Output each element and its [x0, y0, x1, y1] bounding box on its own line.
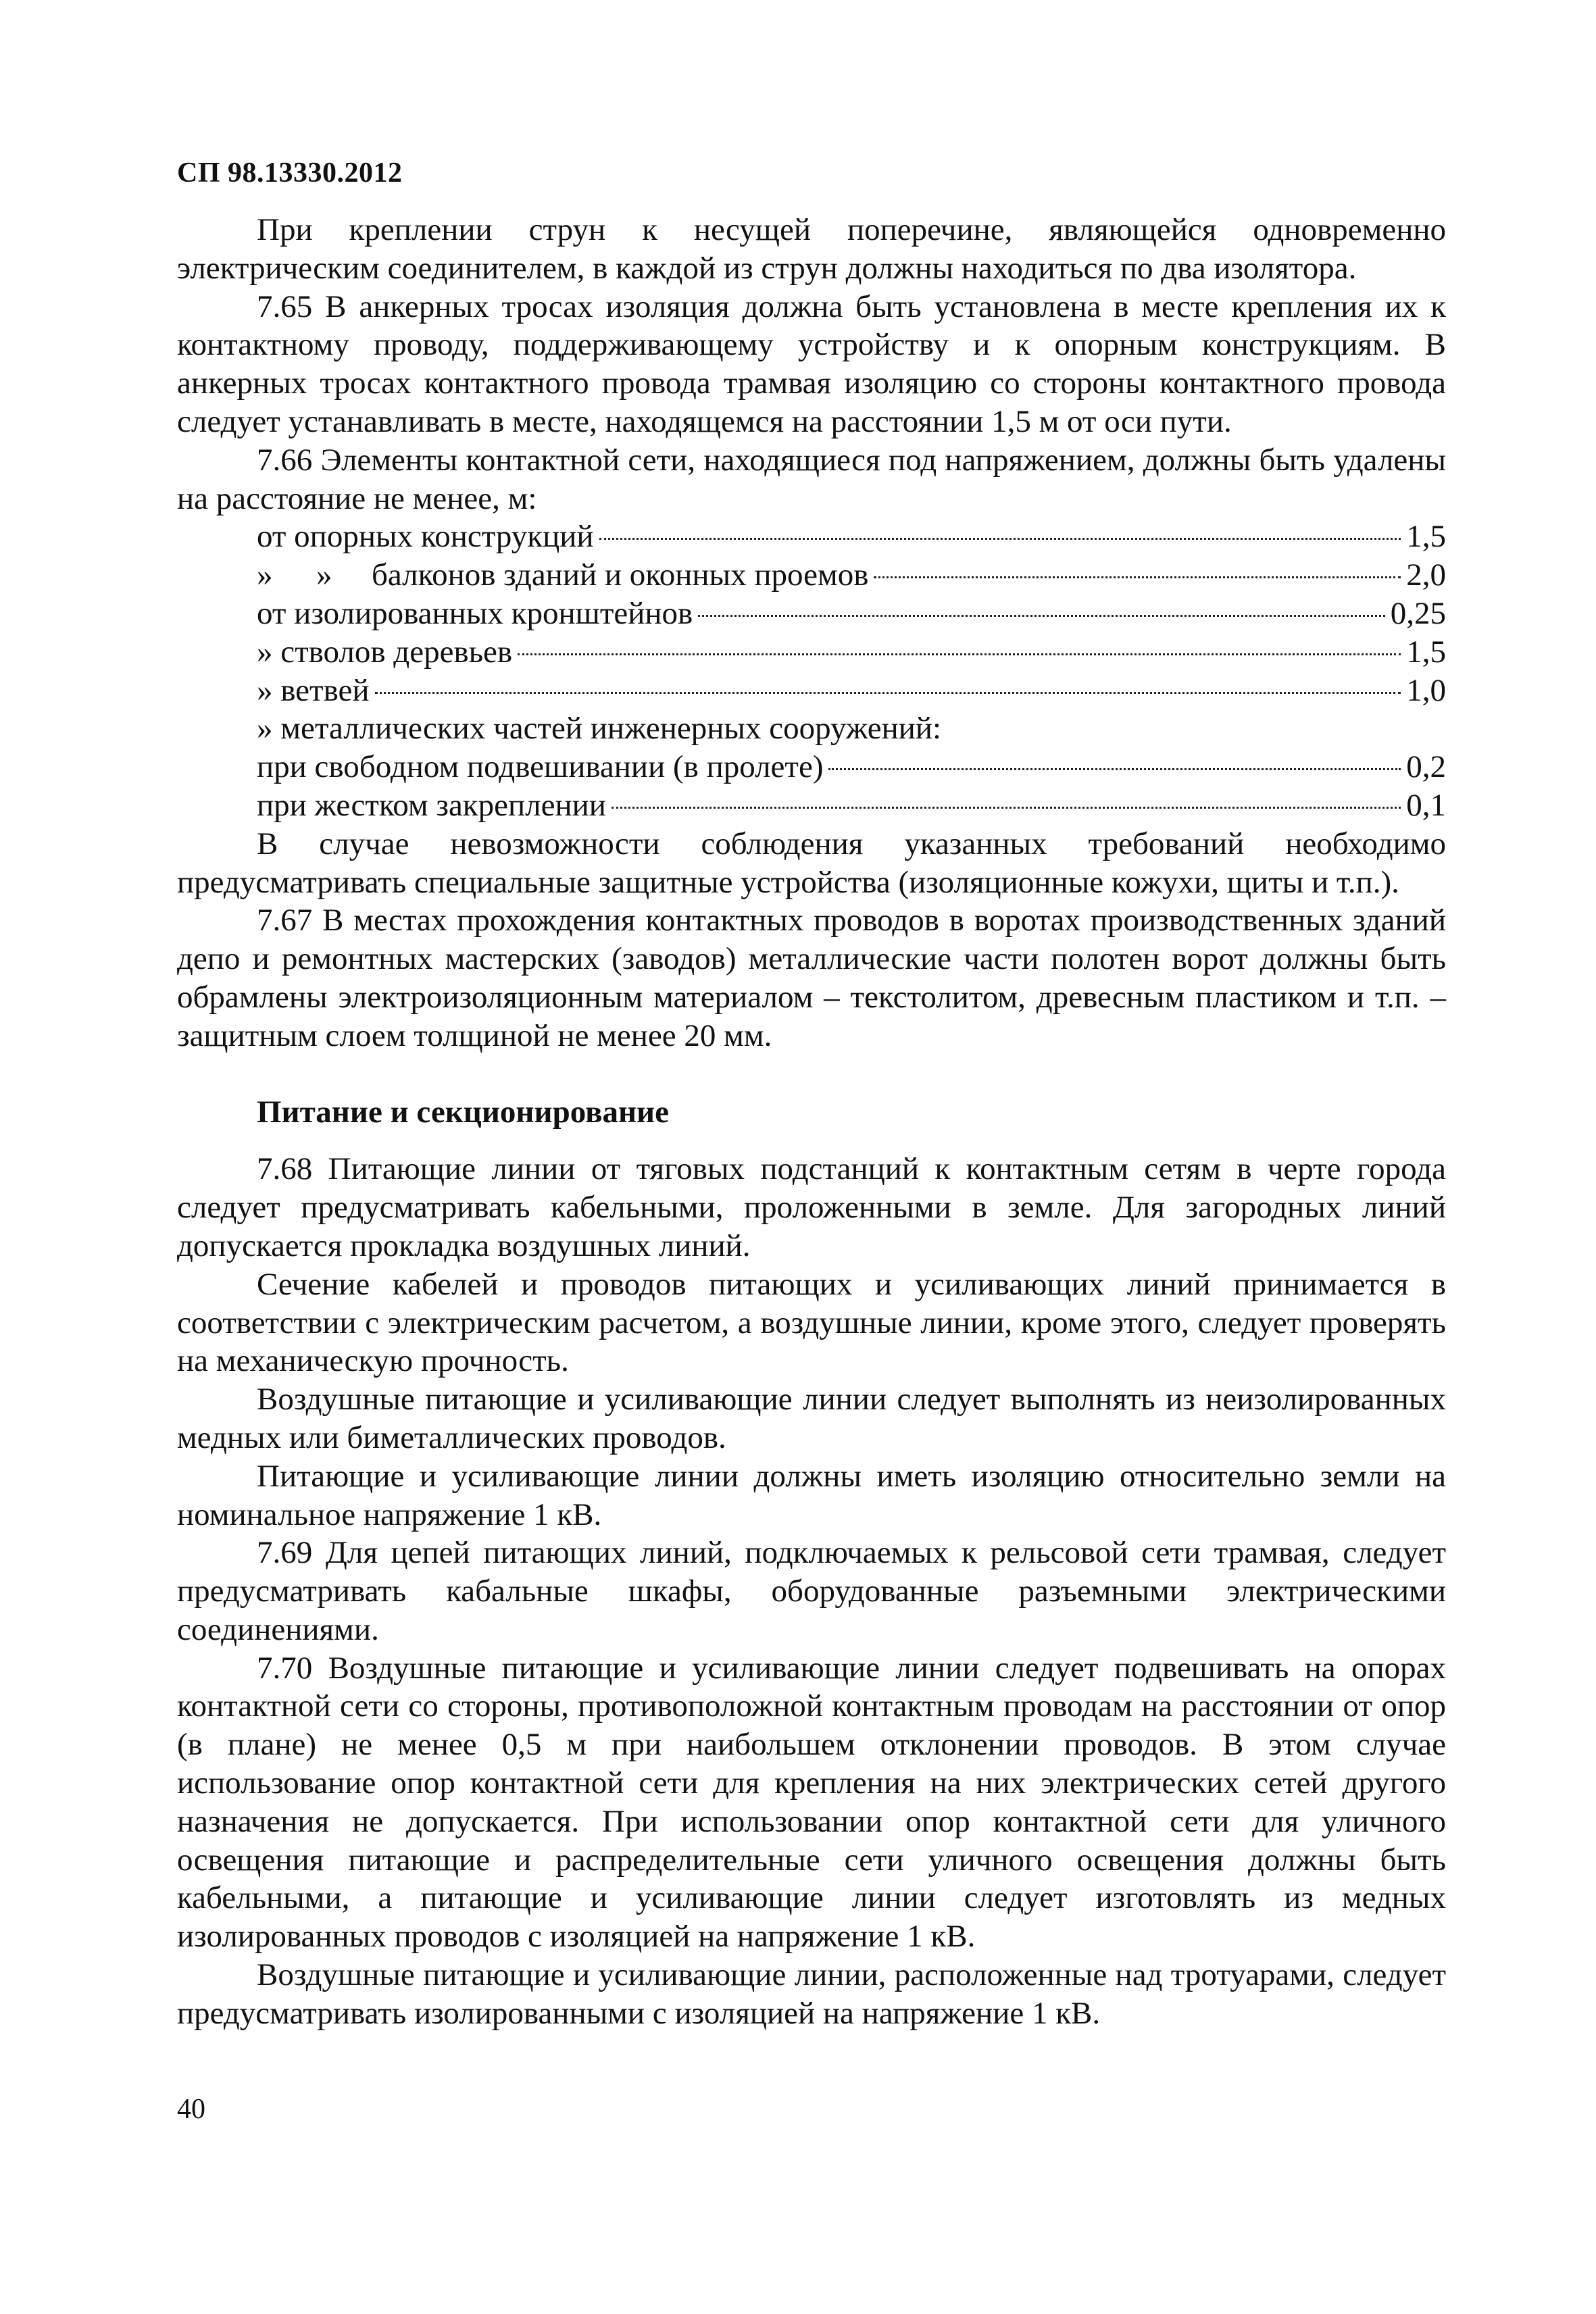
list-item [177, 518, 1446, 556]
list-item-label: » металлических частей инженерных сооружений: [257, 711, 942, 747]
list-item-value: 0,25 [1390, 595, 1446, 631]
paragraph-7-68: 7.68 Питающие линии от тяговых подстанций к контактным сетям в черте города следует предусматривать кабельными, проложенными в земле. Для загородных линий допускается прокладка воздушных линий. [177, 1151, 1446, 1263]
list-item-value: 0,1 [1406, 787, 1446, 823]
paragraph: При креплении струн к несущей поперечине, являющейся одновременно электрическим соединителем, в каждой из струн должны находиться по два изолятора. [177, 212, 1446, 286]
paragraph: В случае невозможности соблюдения указанных требований необходимо предусматривать специальные защитные устройства (изоляционные кожухи, щиты и т.п.). [177, 826, 1446, 900]
document-header: СП 98.13330.2012 [177, 157, 403, 188]
list-item [177, 786, 1446, 825]
dot-leader [874, 576, 1401, 578]
list-item-label: » стволов деревьев [257, 634, 513, 670]
list-item-label: при жестком закреплении [257, 787, 606, 823]
paragraph-7-66: 7.66 Элементы контактной сети, находящиеся под напряжением, должны быть удалены на расстояние не менее, м: [177, 442, 1446, 516]
paragraph-7-70: 7.70 Воздушные питающие и усиливающие линии следует подвешивать на опорах контактной сети со стороны, противоположной контактным проводам на расстоянии от опор (в плане) не менее 0,5 м при наибольшем отклонении проводов. В этом случае использование опор контактной сети для крепления на них электрических сетей другого назначения не допускается. При использовании опор контактной сети для уличного освещения питающие и распределительные сети уличного освещения должны быть кабельными, а питающие и усиливающие линии следует изготовлять из медных изолированных проводов с изоляцией на напряжение 1 кВ. [177, 1650, 1446, 1955]
paragraph: Сечение кабелей и проводов питающих и усиливающих линий принимается в соответствии с электрическим расчетом, а воздушные линии, кроме этого, следует проверять на механическую прочность. [177, 1266, 1446, 1379]
ditto-mark: » [257, 557, 273, 593]
list-item [177, 709, 1446, 748]
dot-leader [599, 538, 1401, 540]
dot-leader [518, 653, 1401, 655]
list-item [177, 556, 1446, 595]
list-item-label: от изолированных кронштейнов [257, 595, 693, 631]
dot-leader [828, 768, 1401, 770]
list-item-value: 1,5 [1406, 634, 1446, 670]
paragraph: Питающие и усиливающие линии должны иметь изоляцию относительно земли на номинальное напряжение 1 кВ. [177, 1458, 1446, 1532]
list-item [177, 633, 1446, 672]
paragraph-7-67: 7.67 В местах прохождения контактных проводов в воротах производственных зданий депо и ремонтных мастерских (заводов) металлические части полотен ворот должны быть обрамлены электроизоляционным материалом – текстолитом, древесным пластиком и т.п. – защитным слоем толщиной не менее 20 мм. [177, 903, 1446, 1053]
paragraph-7-69: 7.69 Для цепей питающих линий, подключаемых к рельсовой сети трамвая, следует предусматривать кабальные шкафы, оборудованные разъемными электрическими соединениями. [177, 1535, 1446, 1647]
paragraph-7-65: 7.65 В анкерных тросах изоляция должна быть установлена в месте крепления их к контактному проводу, поддерживающему устройству и к опорным конструкциям. В анкерных тросах контактного провода трамвая изоляцию со стороны контактного провода следует устанавливать в месте, находящемся на расстоянии 1,5 м от оси пути. [177, 288, 1446, 439]
dot-leader [612, 807, 1401, 809]
list-item [177, 672, 1446, 710]
paragraph: Воздушные питающие и усиливающие линии, расположенные над тротуарами, следует предусматривать изолированными с изоляцией на напряжение 1 кВ. [177, 1957, 1446, 2031]
page-number: 40 [177, 2094, 205, 2125]
list-item-label: от опорных конструкций [257, 519, 594, 555]
list-item-label: балконов зданий и оконных проемов [372, 557, 869, 593]
list-item [177, 595, 1446, 633]
dot-leader [375, 692, 1401, 694]
list-item-label: при свободном подвешивании (в пролете) [257, 749, 824, 785]
ditto-mark: » [316, 557, 332, 593]
distance-list [177, 518, 1446, 824]
list-item-value: 1,0 [1406, 672, 1446, 708]
list-item-value: 2,0 [1406, 557, 1446, 593]
section-heading: Питание и секционирование [257, 1094, 669, 1130]
list-item-label: » ветвей [257, 672, 370, 708]
paragraph: Воздушные питающие и усиливающие линии следует выполнять из неизолированных медных или биметаллических проводов. [177, 1382, 1446, 1455]
list-item-value: 0,2 [1406, 749, 1446, 785]
list-item-value: 1,5 [1406, 519, 1446, 555]
document-body [177, 211, 1446, 2033]
list-item [177, 748, 1446, 786]
dot-leader [698, 615, 1385, 617]
